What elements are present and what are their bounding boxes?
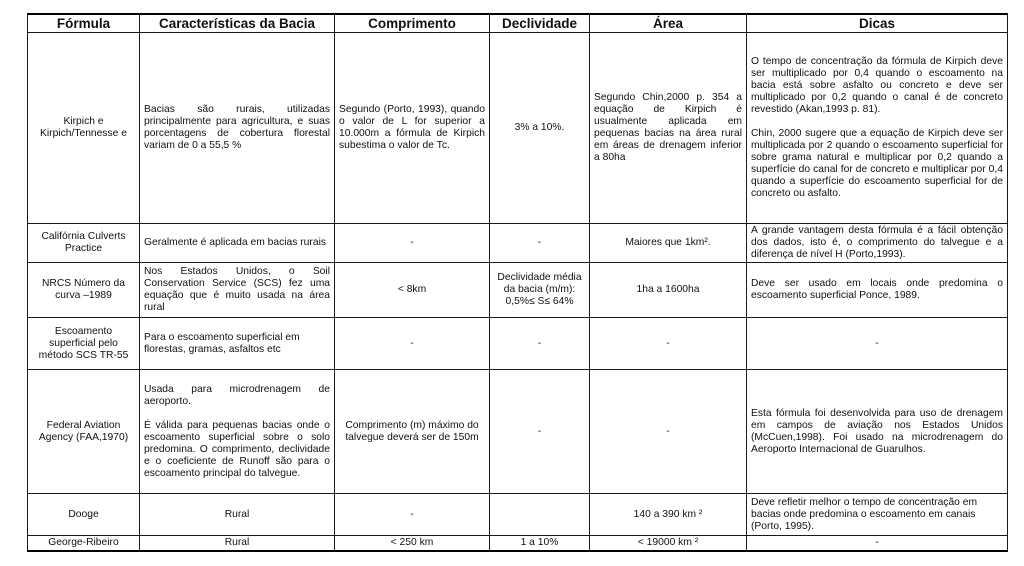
dicas-paragraph: A grande vantagem desta fórmula é a fácil obtenção dos dados, isto é, o comprimento do talvegue e a diferença de nível H (Porto,1993). bbox=[751, 225, 1003, 260]
cell-caracteristicas: Geralmente é aplicada em bacias rurais bbox=[140, 224, 335, 263]
cell-declividade: - bbox=[490, 318, 590, 370]
table-row bbox=[28, 370, 1008, 494]
table-row bbox=[28, 494, 1008, 536]
cell-declividade: - bbox=[490, 224, 590, 263]
cell-comprimento: Segundo (Porto, 1993), quando o valor de L for superior a 10.000m a fórmula de Kirpich subestima o valor de Tc. bbox=[335, 33, 490, 224]
cell-area: 1ha a 1600ha bbox=[590, 263, 747, 318]
cell-comprimento: Comprimento (m) máximo do talvegue deverá ser de 150m bbox=[335, 370, 490, 494]
header-row bbox=[28, 14, 1008, 33]
dicas-paragraph: - bbox=[875, 337, 879, 349]
cell-caracteristicas: Bacias são rurais, utilizadas principalmente para agricultura, e suas porcentagens de cobertura florestal variam de 0 a 55,5 % bbox=[140, 33, 335, 224]
cell-area: - bbox=[590, 318, 747, 370]
cell-dicas bbox=[747, 370, 1008, 494]
dicas-paragraph: O tempo de concentração da fórmula de Kirpich deve ser multiplicado por 0,4 quando o escoamento na bacia está sobre asfalto ou concreto e deve ser multiplicado por 0,2 quando o canal é de concreto revestido (Akan,1993 p. 81). bbox=[751, 56, 1003, 115]
cell-caracteristicas: Rural bbox=[140, 536, 335, 552]
cell-declividade: Declividade média da bacia (m/m): 0,5%≤ S≤ 64% bbox=[490, 263, 590, 318]
cell-comprimento: - bbox=[335, 318, 490, 370]
cell-caracteristicas bbox=[140, 370, 335, 494]
dicas-paragraph: Deve refletir melhor o tempo de concentração em bacias onde predomina o escoamento em canais (Porto, 1995). bbox=[751, 496, 978, 532]
cell-dicas bbox=[747, 536, 1008, 552]
cell-area: Maiores que 1km². bbox=[590, 224, 747, 263]
dicas-paragraph: Esta fórmula foi desenvolvida para uso de drenagem em campos de aviação nos Estados Unidos (McCuen,1998). Foi usado na microdrenagem do Aeroporto Internacional de Guarulhos. bbox=[751, 407, 1003, 455]
cell-declividade: 3% a 10%. bbox=[490, 33, 590, 224]
cell-declividade bbox=[490, 494, 590, 536]
cell-dicas bbox=[747, 494, 1008, 536]
cell-caracteristicas: Rural bbox=[140, 494, 335, 536]
cell-formula: NRCS Número da curva –1989 bbox=[28, 263, 140, 318]
caracteristicas-paragraph: É válida para pequenas bacias onde o escoamento superficial sobre o solo predomina. O comprimento, declividade e o coeficiente de Runoff são para o escoamento principal do talvegue. bbox=[144, 419, 330, 479]
header-dicas: Dicas bbox=[747, 14, 1008, 33]
table-row bbox=[28, 224, 1008, 263]
cell-declividade: - bbox=[490, 370, 590, 494]
cell-formula: Kirpich e Kirpich/Tennesse e bbox=[28, 33, 140, 224]
header-comprimento: Comprimento bbox=[335, 14, 490, 33]
cell-area: 140 a 390 km ² bbox=[590, 494, 747, 536]
cell-comprimento: - bbox=[335, 224, 490, 263]
cell-formula: Federal Aviation Agency (FAA,1970) bbox=[28, 370, 140, 494]
cell-formula: George-Ribeiro bbox=[28, 536, 140, 552]
cell-comprimento: < 8km bbox=[335, 263, 490, 318]
cell-area: - bbox=[590, 370, 747, 494]
dicas-paragraph: Chin, 2000 sugere que a equação de Kirpich deve ser multiplicada por 2 quando o escoamento superficial for sobre grama natural e multiplicar por 0,2 quando a superfície do canal for de concreto e multiplicar por 0,4 quando a superfície do escoamento superficial for de concreto ou asfalto. bbox=[751, 128, 1003, 199]
header-area: Área bbox=[590, 14, 747, 33]
header-declividade: Declividade bbox=[490, 14, 590, 33]
table-row bbox=[28, 263, 1008, 318]
caracteristicas-paragraph: Usada para microdrenagem de aeroporto. bbox=[144, 383, 330, 407]
cell-area: Segundo Chin,2000 p. 354 a equação de Kirpich é usualmente aplicada em pequenas bacias na área rural em áreas de drenagem inferior a 80ha bbox=[590, 33, 747, 224]
cell-area: < 19000 km ² bbox=[590, 536, 747, 552]
cell-caracteristicas: Para o escoamento superficial em florestas, gramas, asfaltos etc bbox=[140, 318, 335, 370]
cell-declividade: 1 a 10% bbox=[490, 536, 590, 552]
cell-dicas bbox=[747, 33, 1008, 224]
header-caracteristicas: Características da Bacia bbox=[140, 14, 335, 33]
table-row bbox=[28, 318, 1008, 370]
table-row bbox=[28, 33, 1008, 224]
cell-comprimento: < 250 km bbox=[335, 536, 490, 552]
cell-caracteristicas: Nos Estados Unidos, o Soil Conservation Service (SCS) fez uma equação que é muito usada na área rural bbox=[140, 263, 335, 318]
dicas-paragraph: Deve ser usado em locais onde predomina o escoamento superficial Ponce, 1989. bbox=[751, 278, 1003, 301]
cell-comprimento: - bbox=[335, 494, 490, 536]
cell-formula: Califórnia Culverts Practice bbox=[28, 224, 140, 263]
cell-formula: Dooge bbox=[28, 494, 140, 536]
header-formula: Fórmula bbox=[28, 14, 140, 33]
dicas-paragraph: - bbox=[875, 537, 879, 548]
cell-dicas bbox=[747, 224, 1008, 263]
formulas-table bbox=[27, 13, 1008, 552]
cell-formula: Escoamento superficial pelo método SCS TR-55 bbox=[28, 318, 140, 370]
cell-dicas bbox=[747, 318, 1008, 370]
cell-dicas bbox=[747, 263, 1008, 318]
table-row bbox=[28, 536, 1008, 552]
